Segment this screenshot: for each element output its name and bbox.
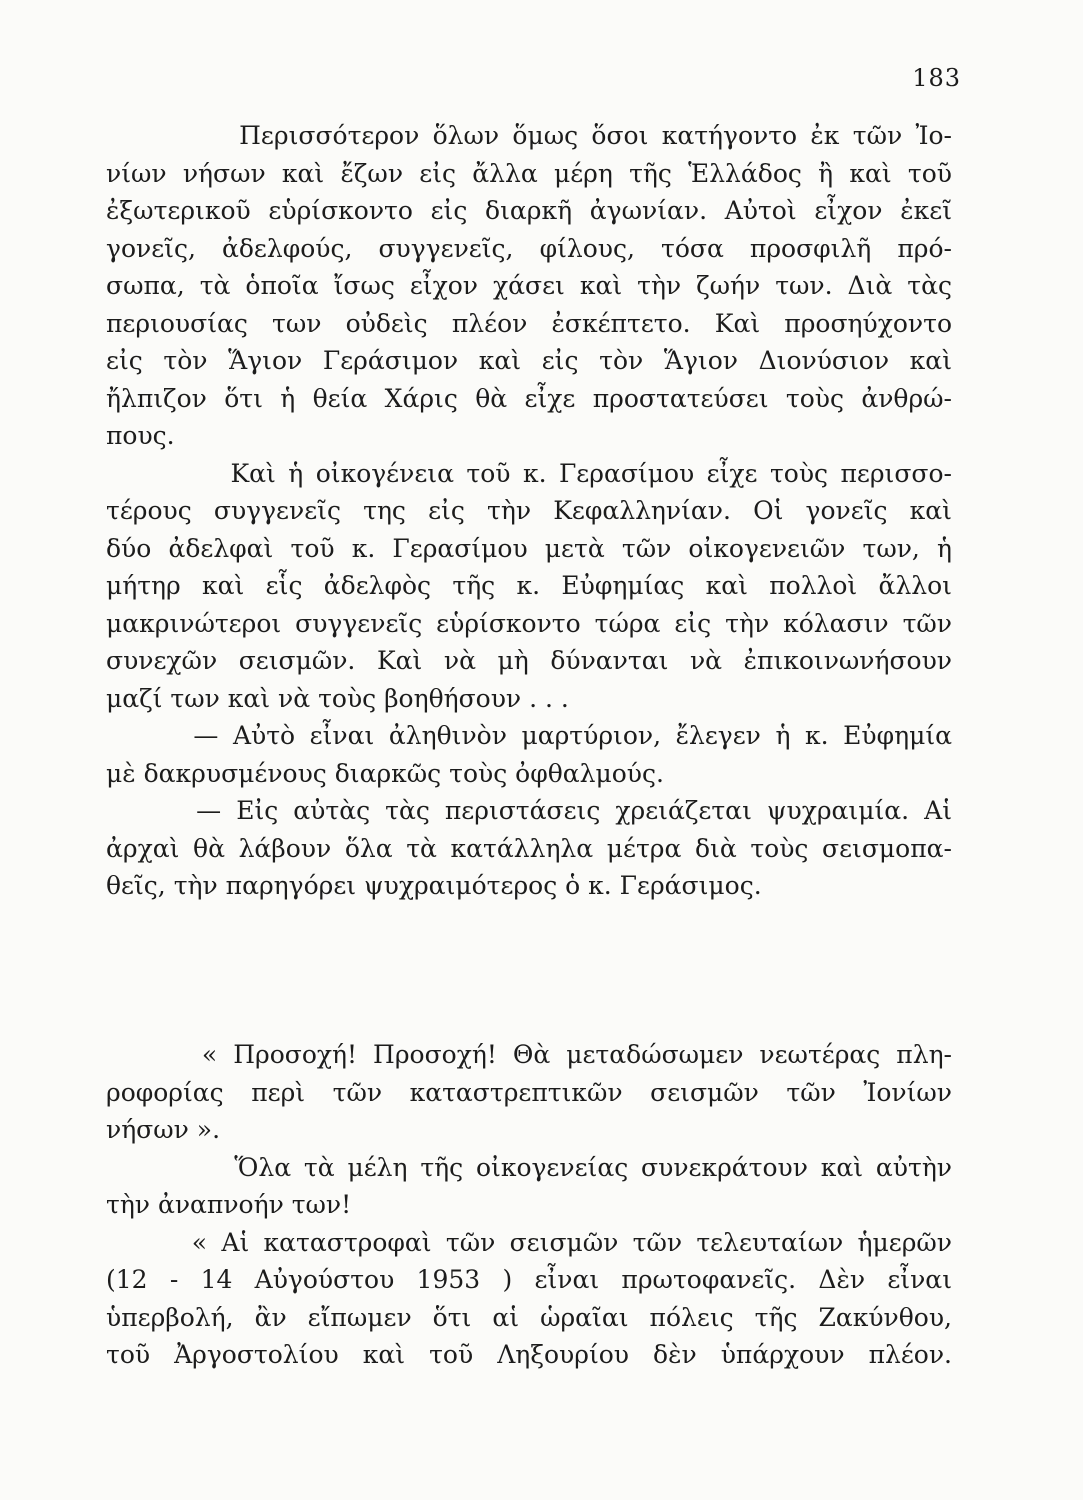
text-line: τοῦ Ἀργοστολίου καὶ τοῦ Ληξουρίου δὲν ὑπάρχουν πλέον. [106, 1340, 952, 1369]
text-line: — Αὐτὸ εἶναι ἀληθινὸν μαρτύριον, ἔλεγεν ἡ κ. Εὐφημία [106, 721, 952, 750]
text-line: « Προσοχή! Προσοχή! Θὰ μεταδώσωμεν νεωτέρας πλη- [106, 1040, 952, 1069]
text-line: (12 - 14 Αὐγούστου 1953 ) εἶναι πρωτοφανεῖς. Δὲν εἶναι [106, 1265, 952, 1294]
text-line: περιουσίας των οὐδεὶς πλέον ἐσκέπτετο. Καὶ προσηύχοντο [106, 308, 952, 338]
text-line: γονεῖς, ἀδελφούς, συγγενεῖς, φίλους, τόσα προσφιλῆ πρό- [106, 233, 952, 263]
text-line: μακρινώτεροι συγγενεῖς εὑρίσκοντο τώρα εἰς τὴν κόλασιν τῶν [106, 608, 952, 638]
text-line: πους. [106, 421, 175, 450]
text-line: τέρους συγγενεῖς της εἰς τὴν Κεφαλληνίαν. Οἱ γονεῖς καὶ [106, 496, 952, 525]
text-line: ροφορίας περὶ τῶν καταστρεπτικῶν σεισμῶν τῶν Ἰονίων [106, 1077, 952, 1107]
text-line: μὲ δακρυσμένους διαρκῶς τοὺς ὀφθαλμούς. [106, 758, 664, 788]
text-line: μαζί των καὶ νὰ τοὺς βοηθήσουν . . . [106, 683, 569, 713]
text-line: ἤλπιζον ὅτι ἡ θεία Χάρις θὰ εἶχε προστατεύσει τοὺς ἀνθρώ- [106, 383, 952, 413]
text-line: — Εἰς αὐτὰς τὰς περιστάσεις χρειάζεται ψυχραιμία. Αἱ [106, 796, 952, 825]
text-line: σωπα, τὰ ὁποῖα ἴσως εἶχον χάσει καὶ τὴν ζωήν των. Διὰ τὰς [106, 271, 952, 300]
text-line: δύο ἀδελφαὶ τοῦ κ. Γερασίμου μετὰ τῶν οἰκογενειῶν των, ἡ [106, 533, 952, 563]
text-line: Καὶ ἡ οἰκογένεια τοῦ κ. Γερασίμου εἶχε τοὺς περισσο- [106, 458, 952, 488]
text-line: Ὅλα τὰ μέλη τῆς οἰκογενείας συνεκράτουν καὶ αὐτὴν [106, 1152, 952, 1182]
text-line: μήτηρ καὶ εἷς ἀδελφὸς τῆς κ. Εὐφημίας καὶ πολλοὶ ἄλλοι [106, 571, 952, 600]
text-line: Περισσότερον ὅλων ὅμως ὅσοι κατήγοντο ἐκ τῶν Ἰο- [106, 121, 952, 150]
text-line: εἰς τὸν Ἅγιον Γεράσιμον καὶ εἰς τὸν Ἅγιον Διονύσιον καὶ [106, 346, 952, 375]
text-line: ἀρχαὶ θὰ λάβουν ὅλα τὰ κατάλληλα μέτρα διὰ τοὺς σεισμοπα- [106, 833, 952, 863]
body-text-block [106, 117, 952, 905]
page-number: 183 [912, 64, 961, 92]
text-line: συνεχῶν σεισμῶν. Καὶ νὰ μὴ δύνανται νὰ ἐπικοινωνήσουν [106, 646, 952, 675]
text-line: ἐξωτερικοῦ εὑρίσκοντο εἰς διαρκῆ ἀγωνίαν. Αὐτοὶ εἶχον ἐκεῖ [106, 196, 952, 225]
text-line: νίων νήσων καὶ ἔζων εἰς ἄλλα μέρη τῆς Ἑλλάδος ἢ καὶ τοῦ [106, 158, 952, 188]
broadcast-text-block [106, 1036, 952, 1374]
text-line: τὴν ἀναπνοήν των! [106, 1190, 352, 1219]
text-line: ὑπερβολή, ἂν εἴπωμεν ὅτι αἱ ὡραῖαι πόλεις τῆς Ζακύνθου, [106, 1302, 952, 1332]
text-line: « Αἱ καταστροφαὶ τῶν σεισμῶν τῶν τελευταίων ἡμερῶν [106, 1227, 952, 1257]
text-line: θεῖς, τὴν παρηγόρει ψυχραιμότερος ὁ κ. Γεράσιμος. [106, 871, 762, 900]
text-line: νήσων ». [106, 1115, 221, 1144]
